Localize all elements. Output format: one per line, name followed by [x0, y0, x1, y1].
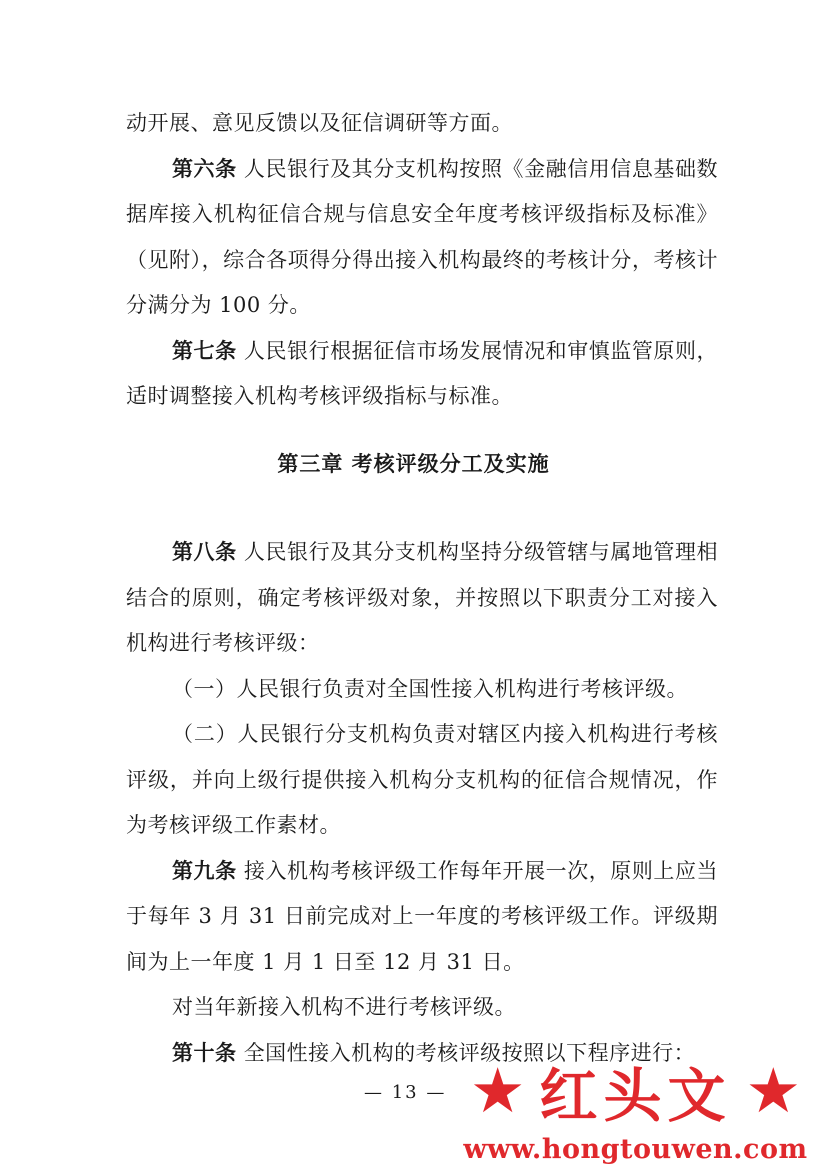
body-text-top [126, 101, 718, 420]
article-6 [126, 147, 718, 329]
article-label: 第六条 [172, 156, 237, 181]
watermark-title: 红头文 [539, 1062, 732, 1130]
paragraph-continuation [126, 101, 718, 147]
article-text: 接入机构考核评级工作每年开展一次，原则上应当于每年 3 月 31 日前完成对上一年度的考核评级工作。评级期间为上一年度 1 月 1 日至 12 月 31 日。 [126, 858, 719, 974]
chapter-title: 第三章 考核评级分工及实施 [277, 452, 550, 476]
article-text: 人民银行及其分支机构坚持分级管辖与属地管理相结合的原则，确定考核评级对象，并按照以下职责分工对接入机构进行考核评级： [126, 540, 719, 655]
star-icon: ★ [745, 1054, 802, 1127]
article-8 [126, 530, 718, 667]
body-text-bottom [126, 530, 718, 1076]
article-label: 第十条 [172, 1040, 237, 1065]
list-item-1 [126, 667, 718, 713]
star-icon: ★ [469, 1054, 526, 1127]
list-item-text: （二）人民银行分支机构负责对辖区内接入机构进行考核评级，并向上级行提供接入机构分支机构的征信合规情况，作为考核评级工作素材。 [126, 722, 718, 837]
article-label: 第八条 [172, 540, 237, 564]
watermark-url: www.hongtouwen.com [463, 1134, 808, 1165]
watermark-title-row [444, 1054, 827, 1130]
article-text: 人民银行及其分支机构按照《金融信用信息基础数据库接入机构征信合规与信息安全年度考核评级指标及标准》（见附），综合各项得分得出接入机构最终的考核计分，考核计分满分为 100 分。 [126, 156, 719, 317]
list-item-2 [126, 712, 718, 849]
article-label: 第九条 [172, 858, 237, 883]
article-text: 人民银行根据征信市场发展情况和审慎监管原则，适时调整接入机构考核评级指标与标准。 [126, 338, 719, 408]
paragraph-text: 对当年新接入机构不进行考核评级。 [172, 995, 516, 1019]
paragraph-text: 动开展、意见反馈以及征信调研等方面。 [126, 111, 513, 135]
article-9 [126, 849, 718, 986]
article-7 [126, 329, 718, 420]
article-label: 第七条 [172, 338, 237, 363]
list-item-text: （一）人民银行负责对全国性接入机构进行考核评级。 [172, 676, 688, 701]
article-text: 全国性接入机构的考核评级按照以下程序进行： [243, 1040, 696, 1065]
watermark [444, 1050, 827, 1170]
paragraph-new-entrants [126, 985, 718, 1031]
page-number: — 13 — [364, 1082, 447, 1103]
